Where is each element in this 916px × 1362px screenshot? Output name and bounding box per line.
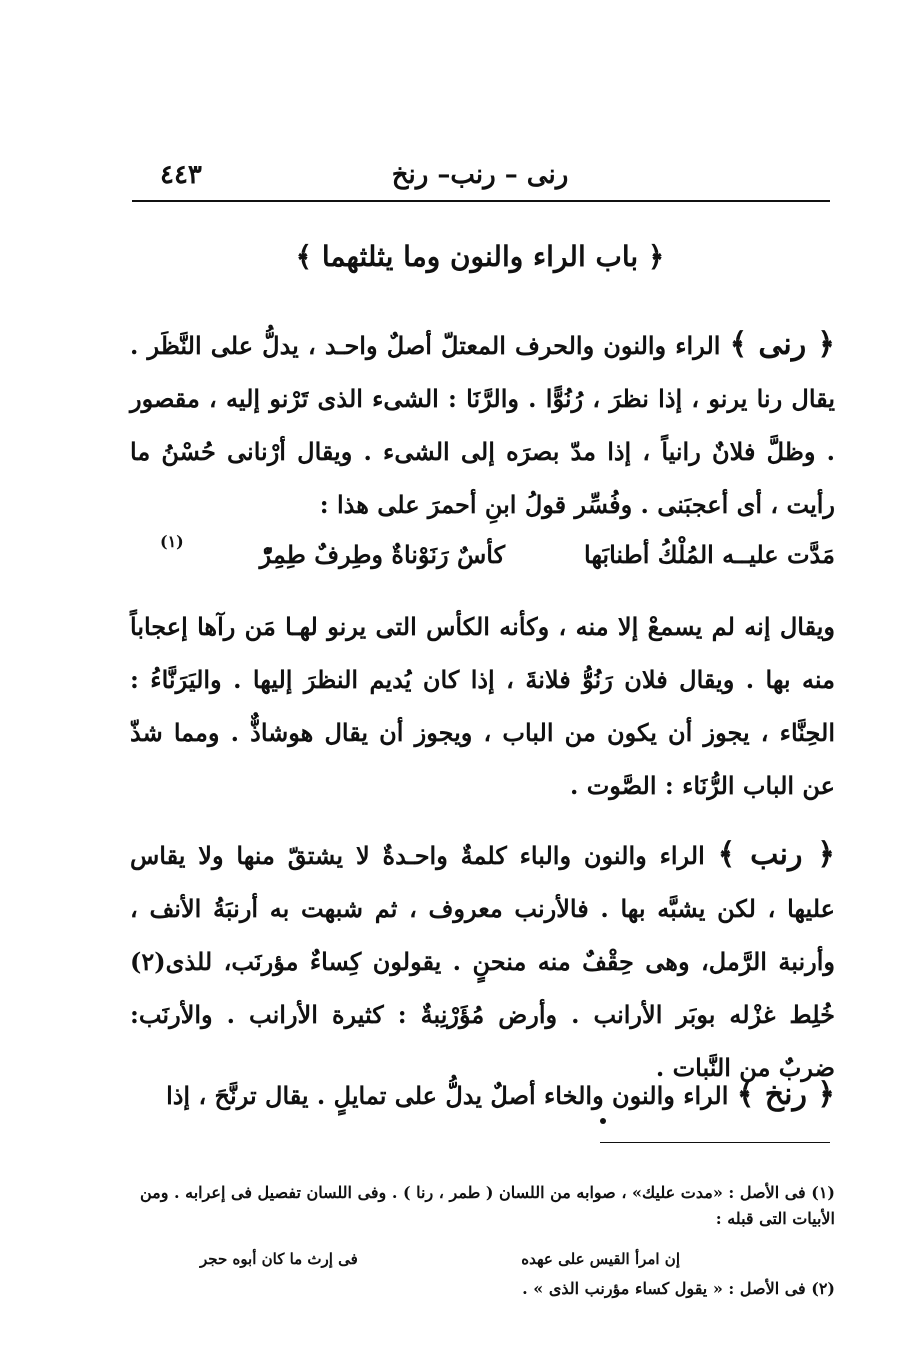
footnote-1: (١) فى الأصل : «مدت عليك» ، صوابه من اللسان ( طمر ، رنا ) . وفى اللسان تفصيل فى إعرابه . ومن الأبيات التى قبله : bbox=[139, 1183, 835, 1228]
header-title: رنى – رنب– رنخ bbox=[391, 160, 569, 190]
ink-dot bbox=[600, 1118, 606, 1124]
entry-headword: ﴿ رنى ﴾ bbox=[729, 327, 835, 362]
header-rule bbox=[132, 200, 830, 202]
entry-headword: ﴿ رنخ ﴾ bbox=[736, 1077, 835, 1112]
footnote-rule bbox=[600, 1142, 830, 1143]
footnote-2: (٢) فى الأصل : « يقول كساء مؤرنب الذى » . bbox=[522, 1279, 835, 1298]
verse-first-hemistich: مَدَّت عليــه المُلْكُ أطنابَها bbox=[584, 540, 835, 569]
footnote-verse-first: إن امرأ القيس على عهده bbox=[521, 1250, 680, 1268]
page-number: ٤٤٣ bbox=[160, 160, 202, 190]
entry-headword: ﴿ رنب ﴾ bbox=[717, 837, 835, 872]
entry-text: ويقال إنه لم يسمعْ إلا منه ، وكأنه الكأس التى يرنو لهـا مَن رآها إعجاباً منه بها . ويقال فلان رَنُوُّ فلانةَ ، إذا كان يُديم النظرَ إليها . واليَرَنَّاءُ : الحِنَّاء ، يجوز أن يكون من الباب ، ويجوز أن يقال هوشاذٌّ . ومما شذّ عن الباب الرُّنَاء : الصَّوت . bbox=[130, 612, 835, 800]
entry-ranab bbox=[130, 828, 835, 1094]
footnote-ref: (١) bbox=[160, 532, 184, 551]
entry-rana bbox=[130, 318, 835, 531]
entry-text: الراء والنون والخاء أصلٌ يدلُّ على تمايلٍ . يقال ترنَّحَ ، إذا bbox=[166, 1081, 729, 1110]
chapter-title: ﴿ باب الراء والنون وما يثلثهما ﴾ bbox=[295, 240, 665, 273]
entry-text: الراء والنون والباء كلمةٌ واحـدةٌ لا يشتقّ منها ولا يقاس عليها ، لكن يشبَّه بها . فالأرنب معروف ، ثم شبهت به أرنبَةُ الأنف ، وأرنبة الرَّمل، وهى حِقْفٌ منه منحنٍ . يقولون كِساءٌ مؤرنَب، للذى(٢) خُلِط غزْله بوبَر الأرانب . وأرض مُؤَرْنِبةٌ : كثيرة الأرانب . والأرنَب: ضربٌ من النَّبات . bbox=[130, 841, 835, 1082]
entry-ranakh bbox=[130, 1068, 835, 1122]
entry-text: الراء والنون والحرف المعتلّ أصلٌ واحـد ، يدلُّ على النَّظَر . يقال رنا يرنو ، إذا نظرَ ، رُنُوًّا . والرَّنَا : الشىء الذى تَرْنو إليه ، مقصور . وظلَّ فلانٌ رانياً ، إذا مدّ بصرَه إلى الشىء . ويقال أرْنانى حُسْنُ ما رأيت ، أى أعجبَنى . وفُسِّر قولُ ابنِ أحمرَ على هذا : bbox=[130, 331, 835, 519]
entry-rana-cont bbox=[130, 600, 835, 812]
footnote-verse-second: فى إرث ما كان أبوه حجر bbox=[200, 1250, 358, 1268]
running-header bbox=[130, 160, 830, 200]
verse-second-hemistich: كأسٌ رَنَوْناةٌ وطِرفٌ طِمِرّْ bbox=[259, 540, 505, 569]
